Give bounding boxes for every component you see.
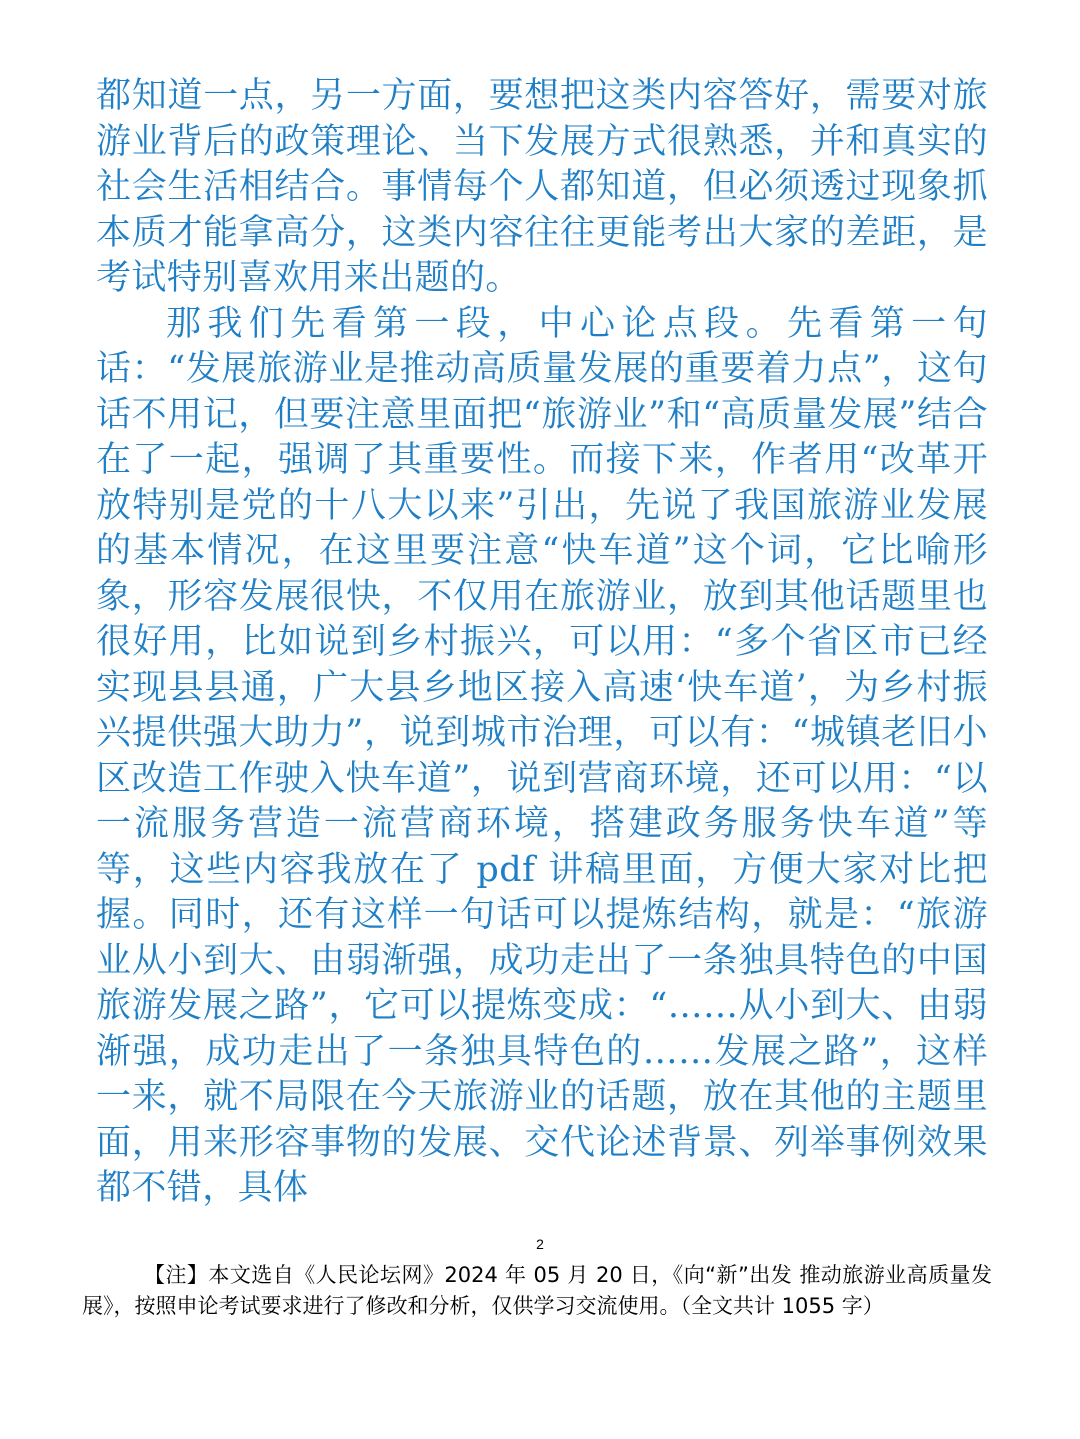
article-body	[96, 74, 988, 1212]
paragraph-analysis: 那我们先看第一段，中心论点段。先看第一句话：“发展旅游业是推动高质量发展的重要着力点”，这句话不用记，但要注意里面把“旅游业”和“高质量发展”结合在了一起，强调了其重要性。而接下来，作者用“改革开放特别是党的十八大以来”引出，先说了我国旅游业发展的基本情况，在这里要注意“快车道”这个词，它比喻形象，形容发展很快，不仅用在旅游业，放到其他话题里也很好用，比如说到乡村振兴，可以用：“多个省区市已经实现县县通，广大县乡地区接入高速‘快车道’，为乡村振兴提供强大助力”，说到城市治理，可以有：“城镇老旧小区改造工作驶入快车道”，说到营商环境，还可以用：“以一流服务营造一流营商环境，搭建政务服务快车道”等等，这些内容我放在了 pdf 讲稿里面，方便大家对比把握。同时，还有这样一句话可以提炼结构，就是：“旅游业从小到大、由弱渐强，成功走出了一条独具特色的中国旅游发展之路”，它可以提炼变成：“……从小到大、由弱渐强，成功走出了一条独具特色的……发展之路”，这样一来，就不局限在今天旅游业的话题，放在其他的主题里面，用来形容事物的发展、交代论述背景、列举事例效果都不错，具体	[96, 303, 988, 1208]
paragraph-continued: 都知道一点，另一方面，要想把这类内容答好，需要对旅游业背后的政策理论、当下发展方式很熟悉，并和真实的社会生活相结合。事情每个人都知道，但必须透过现象抓本质才能拿高分，这类内容往往更能考出大家的差距，是考试特别喜欢用来出题的。	[96, 76, 988, 298]
page-number: 2	[536, 1236, 544, 1252]
source-footnote: 【注】本文选自《人民论坛网》2024 年 05 月 20 日，《向“新”出发 推动旅游业高质量发展》，按照申论考试要求进行了修改和分析，仅供学习交流使用。（全文共计 1055 字）	[82, 1263, 992, 1318]
